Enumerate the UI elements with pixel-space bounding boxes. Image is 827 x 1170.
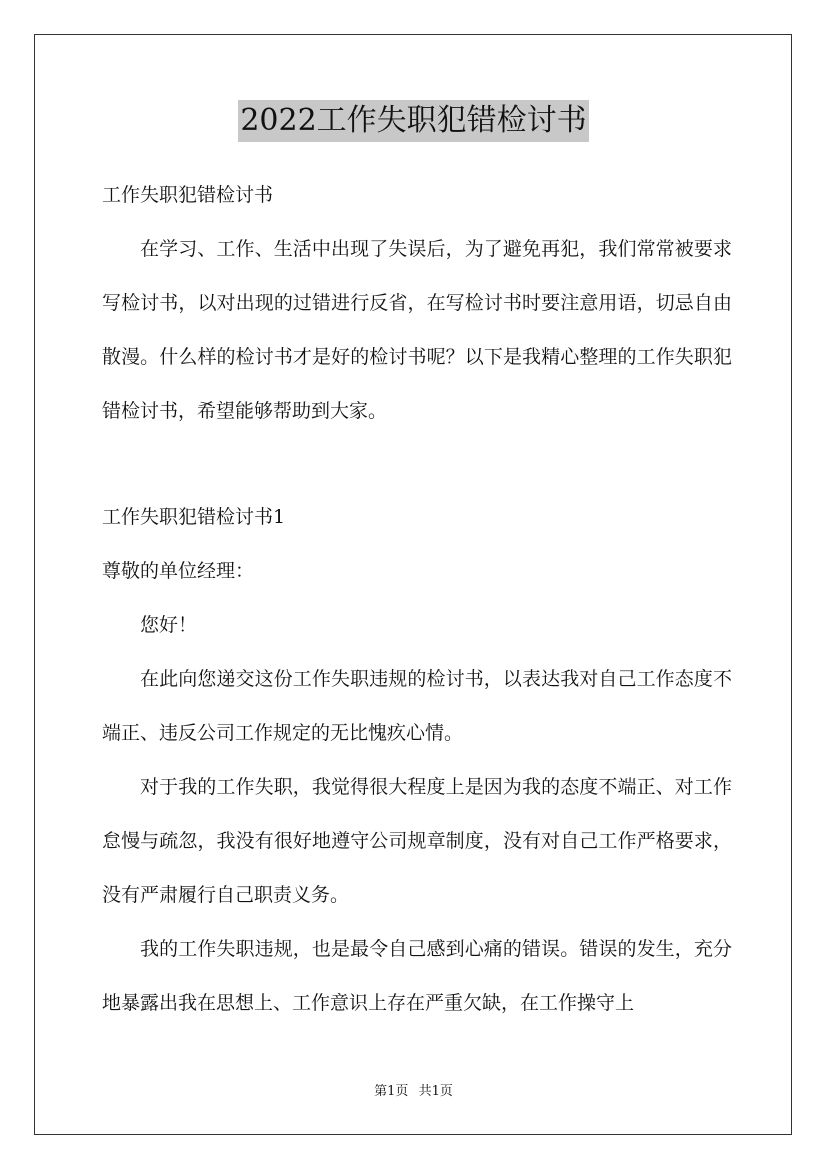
- intro-heading: 工作失职犯错检讨书: [102, 184, 274, 206]
- page-total: 共1页: [418, 1084, 453, 1099]
- body-paragraph: 在此向您递交这份工作失职违规的检讨书，以表达我对自己工作态度不端正、违反公司工作规定的无比愧疚心情。: [102, 668, 732, 744]
- page-footer: [0, 1082, 827, 1102]
- section-heading: 工作失职犯错检讨书1: [102, 506, 286, 528]
- title-container: [0, 100, 827, 142]
- salutation: 尊敬的单位经理：: [102, 560, 255, 582]
- intro-paragraph: 在学习、工作、生活中出现了失误后，为了避免再犯，我们常常被要求写检讨书，以对出现的过错进行反省，在写检讨书时要注意用语，切忌自由散漫。什么样的检讨书才是好的检讨书呢？以下是我精心整理的工作失职犯错检讨书，希望能够帮助到大家。: [102, 238, 732, 422]
- body-paragraph: 对于我的工作失职，我觉得很大程度上是因为我的态度不端正、对工作怠慢与疏忽，我没有很好地遵守公司规章制度，没有对自己工作严格要求，没有严肃履行自己职责义务。: [102, 776, 732, 906]
- page-number: 第1页: [374, 1084, 409, 1099]
- document-body: [102, 168, 732, 1030]
- document-title: 2022工作失职犯错检讨书: [238, 100, 588, 142]
- section-gap: [102, 438, 732, 490]
- greeting: 您好！: [140, 614, 198, 636]
- body-paragraph: 我的工作失职违规，也是最令自己感到心痛的错误。错误的发生，充分地暴露出我在思想上、工作意识上存在严重欠缺，在工作操守上: [102, 938, 732, 1014]
